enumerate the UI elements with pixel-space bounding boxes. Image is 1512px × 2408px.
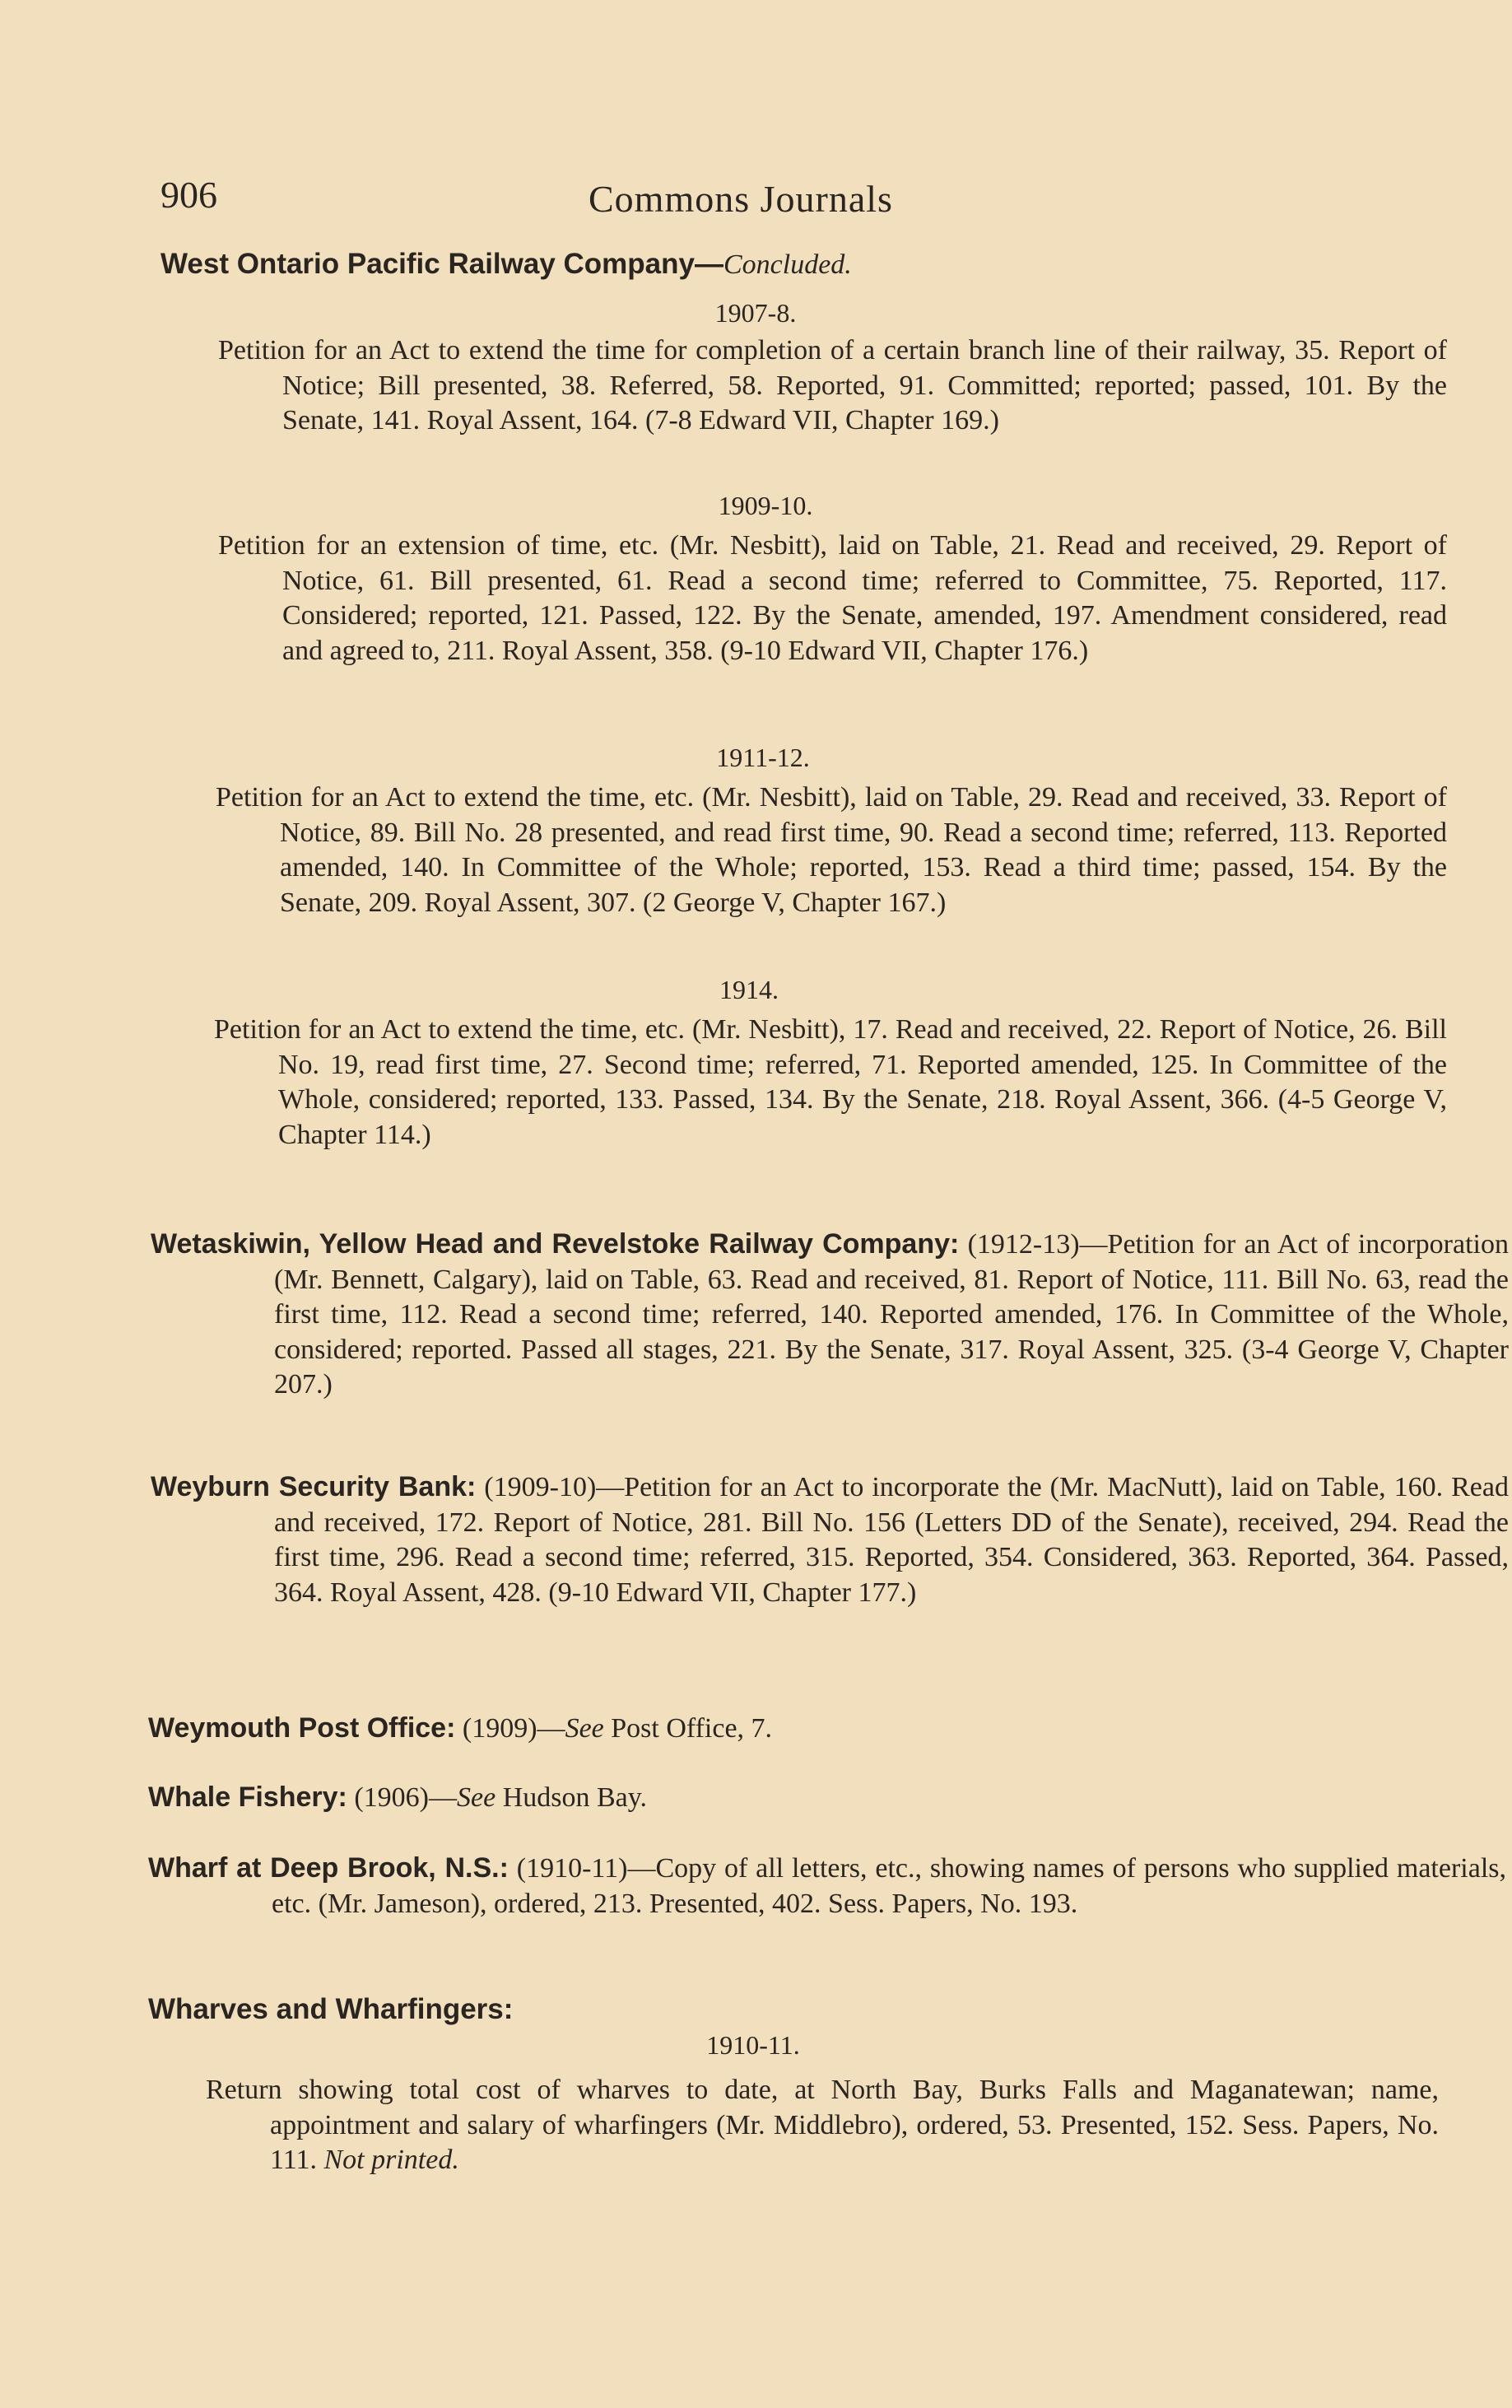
page-header <box>161 173 1379 222</box>
entry-text: (1906)— <box>347 1782 457 1813</box>
entry-weymouth-post-office <box>148 1711 1506 1747</box>
entry-paragraph: Petition for an extension of time, etc. (Mr. Nesbitt), laid on Table, 21. Read and received, 29. Report of Notice, 61. Bill presented, 61. Read a second time; referred to Committee, 75. Reported, 117. Considered; reported, 121. Passed, 122. By the Senate, amended, 197. Amendment considered, read and agreed to, 211. Royal Assent, 358. (9-10 Edward VII, Chapter 176.) <box>218 530 1447 666</box>
entry-heading: Wharf at Deep Brook, N.S.: <box>148 1852 509 1884</box>
entry-text-tail: Post Office, 7. <box>603 1713 773 1744</box>
year-heading: 1910-11. <box>706 2030 800 2060</box>
see-reference: See <box>565 1713 604 1744</box>
entry-whale-fishery <box>148 1780 1506 1816</box>
entry-weyburn-security-bank <box>151 1469 1509 1610</box>
entry-heading: Wharves and Wharfingers: <box>148 1993 514 2025</box>
entry-heading: Wetaskiwin, Yellow Head and Revelstoke Railway Company: <box>151 1228 960 1260</box>
not-printed-note: Not printed. <box>323 2145 459 2175</box>
year-heading: 1914. <box>719 975 779 1004</box>
entry-text: (1909-10)—Petition for an Act to incorporate the (Mr. MacNutt), laid on Table, 160. Read and received, 172. Report of Notice, 281. Bill No. 156 (Letters DD of the Senate), received, 294. Read the first time, 296. Read a second time; referred, 315. Reported, 354. Considered, 363. Reported, 364. Passed, 364. Royal Assent, 428. (9-10 Edward VII, Chapter 177.) <box>274 1472 1509 1608</box>
entry-wharf-deep-brook <box>148 1851 1506 1921</box>
entry-paragraph: Petition for an Act to extend the time, etc. (Mr. Nesbitt), laid on Table, 29. Read and received, 33. Report of Notice, 89. Bill No. 28 presented, and read first time, 90. Read a second time; referred, 113. Reported amended, 140. In Committee of the Whole; reported, 153. Read a third time; passed, 154. By the Senate, 209. Royal Assent, 307. (2 George V, Chapter 167.) <box>216 782 1447 918</box>
entry-heading: West Ontario Pacific Railway Company— <box>161 248 723 280</box>
entry-west-ontario-title <box>161 247 1379 283</box>
entry-text: (1912-13)—Petition for an Act of incorporation (Mr. Bennett, Calgary), laid on Table, 63. Read and received, 81. Report of Notice, 111. Bill No. 63, read the first time, 112. Read a second time; referred, 140. Reported amended, 176. In Committee of the Whole, considered; reported. Passed all stages, 221. By the Senate, 317. Royal Assent, 325. (3-4 George V, Chapter 207.) <box>274 1229 1509 1400</box>
year-heading: 1911-12. <box>716 743 810 772</box>
entry-wetaskiwin <box>151 1227 1509 1403</box>
entry-paragraph: Petition for an Act to extend the time, etc. (Mr. Nesbitt), 17. Read and received, 22. Report of Notice, 26. Bill No. 19, read first time, 27. Second time; referred, 71. Reported amended, 125. In Committee of the Whole, considered; reported, 133. Passed, 134. By the Senate, 218. Royal Assent, 366. (4-5 George V, Chapter 114.) <box>214 1014 1447 1150</box>
entry-heading: Weymouth Post Office: <box>148 1712 456 1744</box>
entry-paragraph: Petition for an Act to extend the time for completion of a certain branch line of their railway, 35. Report of Notice; Bill presented, 38. Referred, 58. Reported, 91. Committed; reported; passed, 101. By the Senate, 141. Royal Assent, 164. (7-8 Edward VII, Chapter 169.) <box>218 335 1447 435</box>
entry-heading: Weyburn Security Bank: <box>151 1471 477 1502</box>
entry-text: (1909)— <box>455 1713 565 1744</box>
entry-heading: Whale Fishery: <box>148 1782 347 1813</box>
entry-text-tail: Hudson Bay. <box>495 1782 648 1813</box>
entry-text: (1910-11)—Copy of all letters, etc., showing names of persons who supplied materials, etc. (Mr. Jameson), ordered, 213. Presented, 402. Sess. Papers, No. 193. <box>272 1853 1506 1919</box>
see-reference: See <box>457 1782 496 1813</box>
year-heading: 1909-10. <box>718 491 813 520</box>
page-number: 906 <box>161 174 217 216</box>
running-title: Commons Journals <box>589 178 893 220</box>
year-heading: 1907-8. <box>714 298 797 328</box>
entry-wharves-title <box>148 1992 1383 2028</box>
entry-heading-continued: Concluded. <box>723 249 852 280</box>
entry-text: Return showing total cost of wharves to date, at North Bay, Burks Falls and Maganatewan; name, appointment and salary of wharfingers (Mr. Middlebro), ordered, 53. Presented, 152. Sess. Papers, No. 111. <box>206 2075 1439 2175</box>
entry-paragraph <box>206 2073 1439 2178</box>
